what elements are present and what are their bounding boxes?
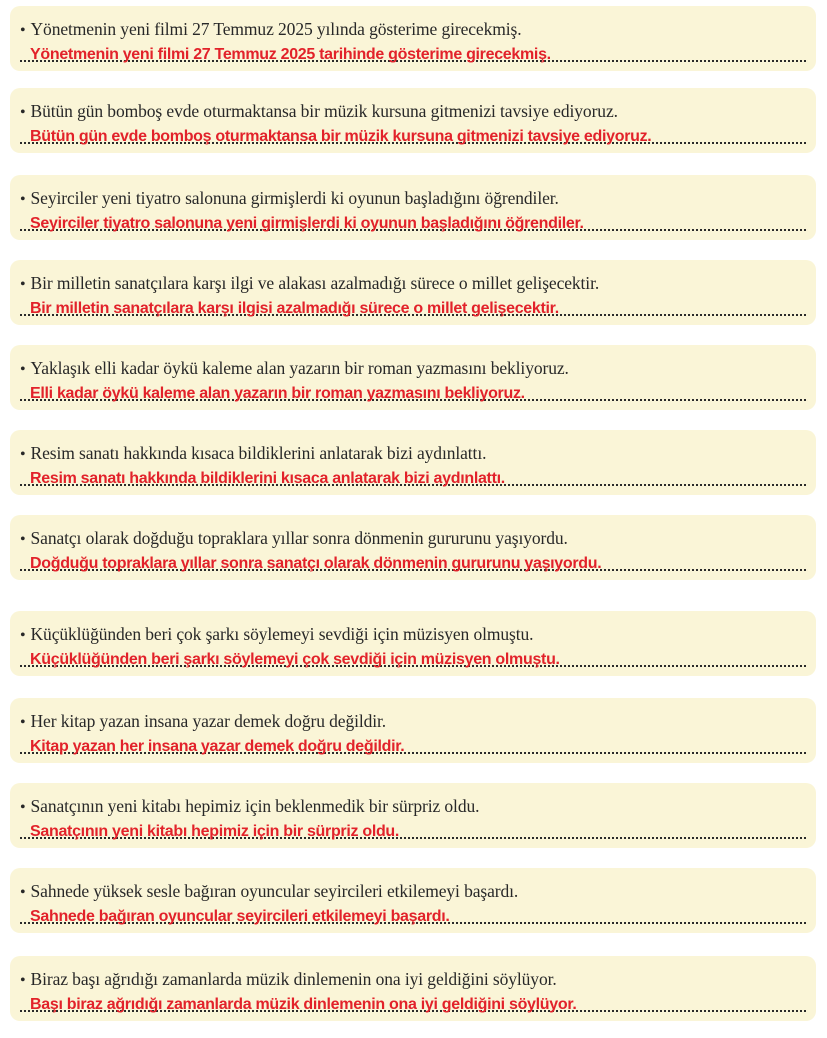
question-line (18, 968, 808, 992)
answer-row (18, 381, 808, 410)
answer-text: Elli kadar öykü kaleme alan yazarın bir roman yazmasını bekliyoruz. (30, 385, 525, 402)
exercise-item (10, 868, 816, 933)
exercise-item (10, 175, 816, 240)
answer-text: Resim sanatı hakkında bildiklerini kısaca anlatarak bizi aydınlattı. (30, 470, 505, 487)
exercise-item (10, 430, 816, 495)
answer-text: Sahnede bağıran oyuncular seyircileri etkilemeyi başardı. (30, 908, 450, 925)
bullet-icon: • (20, 884, 26, 901)
answer-text: Doğduğu topraklara yıllar sonra sanatçı olarak dönmenin gururunu yaşıyordu. (30, 555, 602, 572)
answer-row (18, 819, 808, 848)
bullet-icon: • (20, 191, 26, 208)
bullet-icon: • (20, 799, 26, 816)
answer-text: Başı biraz ağrıdığı zamanlarda müzik dinlemenin ona iyi geldiğini söylüyor. (30, 996, 577, 1013)
bullet-icon: • (20, 972, 26, 989)
bullet-icon: • (20, 276, 26, 293)
question-line (18, 272, 808, 296)
question-line (18, 357, 808, 381)
question-line (18, 623, 808, 647)
question-sentence: Bir milletin sanatçılara karşı ilgi ve alakası azalmadığı sürece o millet gelişecektir. (30, 273, 600, 293)
answer-text: Sanatçının yeni kitabı hepimiz için bir sürpriz oldu. (30, 823, 400, 840)
answer-text: Kitap yazan her insana yazar demek doğru değildir. (30, 738, 405, 755)
answer-row (18, 124, 808, 153)
answer-row (18, 647, 808, 676)
question-line (18, 18, 808, 42)
question-sentence: Her kitap yazan insana yazar demek doğru değildir. (30, 711, 387, 731)
question-sentence: Sanatçı olarak doğduğu topraklara yıllar sonra dönmenin gururunu yaşıyordu. (30, 528, 568, 548)
bullet-icon: • (20, 104, 26, 121)
exercise-item (10, 260, 816, 325)
answer-text: Küçüklüğünden beri şarkı söylemeyi çok sevdiği için müzisyen olmuştu. (30, 651, 560, 668)
question-sentence: Seyirciler yeni tiyatro salonuna girmişlerdi ki oyunun başladığını öğrendiler. (30, 188, 559, 208)
bullet-icon: • (20, 22, 26, 39)
question-line (18, 442, 808, 466)
answer-text: Yönetmenin yeni filmi 27 Temmuz 2025 tarihinde gösterime girecekmiş. (30, 46, 551, 63)
exercise-item (10, 956, 816, 1021)
question-sentence: Bütün gün bomboş evde oturmaktansa bir müzik kursuna gitmenizi tavsiye ediyoruz. (30, 101, 618, 121)
question-line (18, 187, 808, 211)
question-sentence: Küçüklüğünden beri çok şarkı söylemeyi sevdiği için müzisyen olmuştu. (30, 624, 534, 644)
bullet-icon: • (20, 446, 26, 463)
answer-row (18, 296, 808, 325)
question-line (18, 795, 808, 819)
answer-row (18, 466, 808, 495)
bullet-icon: • (20, 531, 26, 548)
bullet-icon: • (20, 361, 26, 378)
question-sentence: Sahnede yüksek sesle bağıran oyuncular seyircileri etkilemeyi başardı. (30, 881, 519, 901)
question-sentence: Resim sanatı hakkında kısaca bildiklerini anlatarak bizi aydınlattı. (30, 443, 487, 463)
exercise-item (10, 515, 816, 580)
answer-text: Bütün gün evde bomboş oturmaktansa bir müzik kursuna gitmenizi tavsiye ediyoruz. (30, 128, 652, 145)
exercise-item (10, 783, 816, 848)
exercise-item (10, 345, 816, 410)
exercise-item (10, 698, 816, 763)
answer-row (18, 734, 808, 763)
question-sentence: Sanatçının yeni kitabı hepimiz için beklenmedik bir sürpriz oldu. (30, 796, 480, 816)
exercise-item (10, 88, 816, 153)
question-sentence: Biraz başı ağrıdığı zamanlarda müzik dinlemenin ona iyi geldiğini söylüyor. (30, 969, 557, 989)
worksheet (10, 6, 816, 1021)
question-sentence: Yaklaşık elli kadar öykü kaleme alan yazarın bir roman yazmasını bekliyoruz. (30, 358, 569, 378)
question-sentence: Yönetmenin yeni filmi 27 Temmuz 2025 yılında gösterime girecekmiş. (30, 19, 522, 39)
question-line (18, 527, 808, 551)
answer-row (18, 551, 808, 580)
question-line (18, 100, 808, 124)
answer-row (18, 42, 808, 71)
exercise-item (10, 611, 816, 676)
question-line (18, 880, 808, 904)
exercise-item (10, 6, 816, 71)
bullet-icon: • (20, 714, 26, 731)
answer-text: Bir milletin sanatçılara karşı ilgisi azalmadığı sürece o millet gelişecektir. (30, 300, 559, 317)
answer-row (18, 904, 808, 933)
question-line (18, 710, 808, 734)
answer-text: Seyirciler tiyatro salonuna yeni girmişlerdi ki oyunun başladığını öğrendiler. (30, 215, 584, 232)
answer-row (18, 992, 808, 1021)
answer-row (18, 211, 808, 240)
bullet-icon: • (20, 627, 26, 644)
